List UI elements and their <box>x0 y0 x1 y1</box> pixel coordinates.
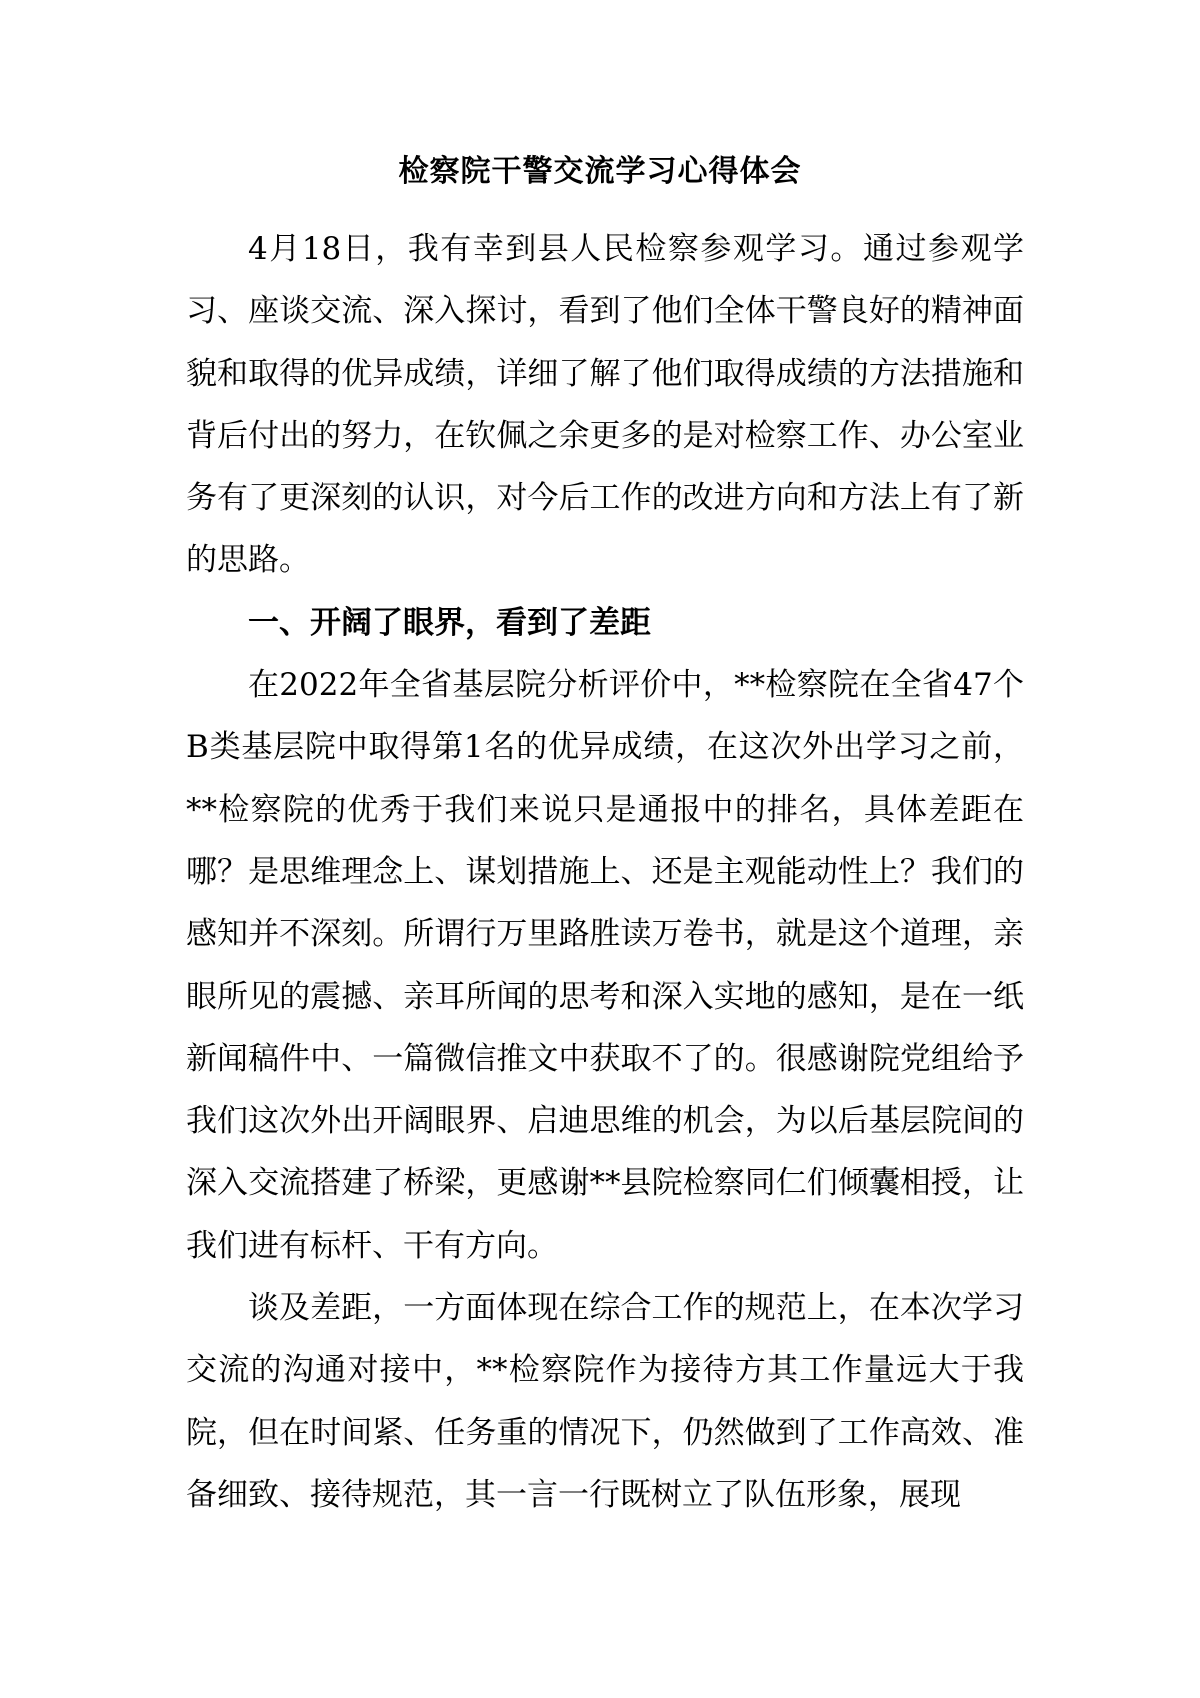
section-heading: 一、开阔了眼界，看到了差距 <box>248 604 651 641</box>
document-body <box>186 218 1024 1526</box>
section-paragraph-1: 在2022年全省基层院分析评价中，**检察院在全省47个B类基层院中取得第1名的优异成绩，在这次外出学习之前，**检察院的优秀于我们来说只是通报中的排名，具体差距在哪？是思维理念上、谋划措施上、还是主观能动性上？我们的感知并不深刻。所谓行万里路胜读万卷书，就是这个道理，亲眼所见的震撼、亲耳所闻的思考和深入实地的感知，是在一纸新闻稿件中、一篇微信推文中获取不了的。很感谢院党组给予我们这次外出开阔眼界、启迪思维的机会，为以后基层院间的深入交流搭建了桥梁，更感谢**县院检察同仁们倾囊相授，让我们进有标杆、干有方向。 <box>186 667 1024 1264</box>
intro-paragraph: 4月18日，我有幸到县人民检察参观学习。通过参观学习、座谈交流、深入探讨，看到了他们全体干警良好的精神面貌和取得的优异成绩，详细了解了他们取得成绩的方法措施和背后付出的努力，在钦佩之余更多的是对检察工作、办公室业务有了更深刻的认识，对今后工作的改进方向和方法上有了新的思路。 <box>186 231 1024 579</box>
section-paragraph-2: 谈及差距，一方面体现在综合工作的规范上，在本次学习交流的沟通对接中，**检察院作为接待方其工作量远大于我院，但在时间紧、任务重的情况下，仍然做到了工作高效、准备细致、接待规范，其一言一行既树立了队伍形象，展现 <box>186 1290 1024 1513</box>
document-title: 检察院干警交流学习心得体会 <box>398 154 802 189</box>
